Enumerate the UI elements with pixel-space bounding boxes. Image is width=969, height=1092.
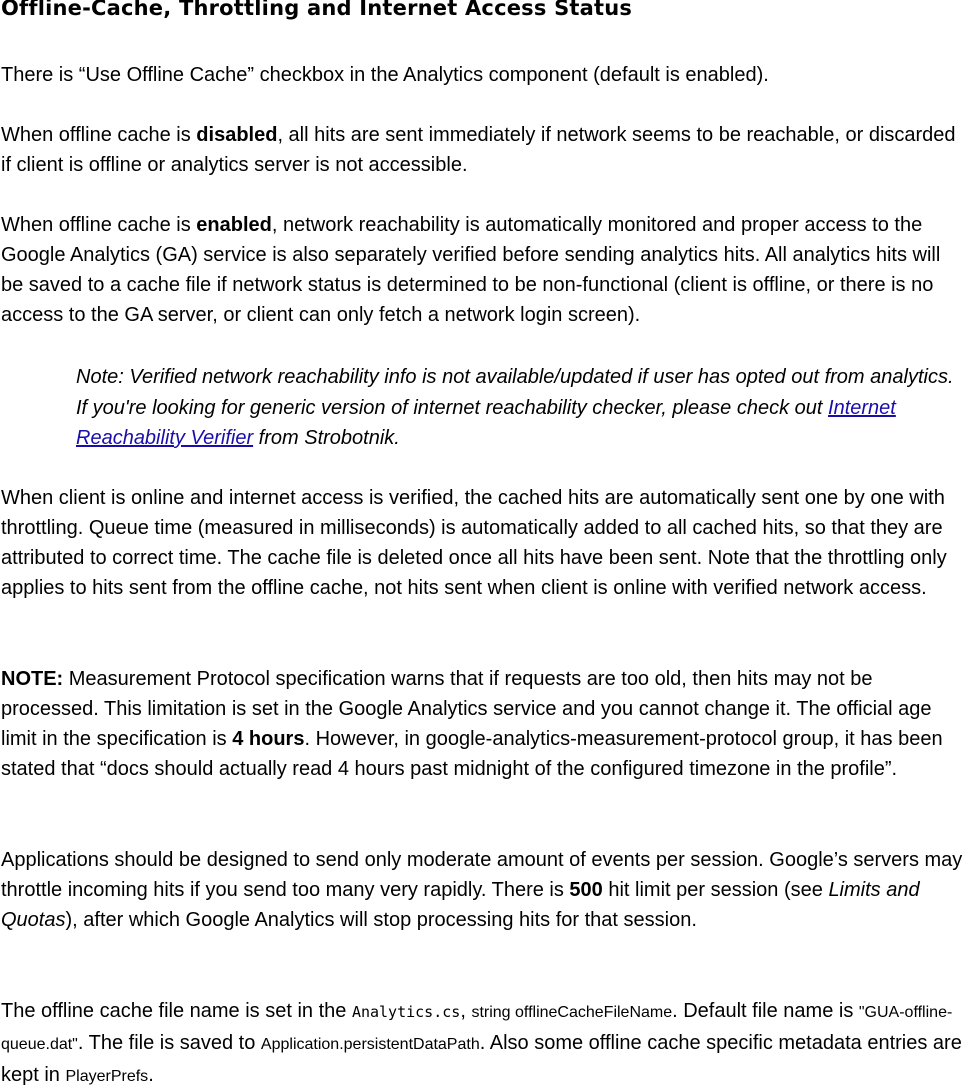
paragraph-hit-limits: Applications should be designed to send only moderate amount of events per session. Google’s servers may throttle incoming hits if you send too many very rapidly. There is 500 hit limit per session (see Limits and Quotas), after which Google Analytics will stop processing hits for that session. <box>1 849 963 931</box>
paragraph-age-limit: NOTE: Measurement Protocol specification warns that if requests are too old, then hits may not be processed. This limitation is set in the Google Analytics service and you cannot change it. The official age limit in the specification is 4 hours. However, in google-analytics-measurement-protocol group, it has been stated that “docs should actually read 4 hours past midnight of the configured timezone in the profile”. <box>1 668 943 780</box>
paragraph-throttling: When client is online and internet access is verified, the cached hits are automatically sent one by one with throttling. Queue time (measured in milliseconds) is automatically added to all cached hits, so that they are attributed to correct time. The cache file is deleted once all hits have been sent. Note that the throttling only applies to hits sent from the offline cache, not hits sent when client is online with verified network access. <box>1 487 947 599</box>
keyword-500: 500 <box>569 879 603 901</box>
keyword-disabled: disabled <box>196 124 278 146</box>
internet-reachability-verifier-link[interactable]: Internet Reachability Verifier <box>76 396 896 449</box>
code-offline-cache-file-name: string offlineCacheFileName <box>471 1004 673 1021</box>
code-default-file-name: "GUA-offline-queue.dat" <box>1 1004 953 1053</box>
paragraph-cache-file-name: The offline cache file name is set in the Analytics.cs, string offlineCacheFileName. Default file name is "GUA-offline-queue.dat". The file is saved to Application.persistentDataPath. Also some offline cache specific metadata entries are kept in PlayerPrefs. <box>1 1000 962 1086</box>
note-label: NOTE: <box>1 668 64 690</box>
keyword-enabled: enabled <box>196 214 272 236</box>
paragraph-offline-cache-checkbox: There is “Use Offline Cache” checkbox in the Analytics component (default is enabled). <box>1 64 769 86</box>
keyword-4-hours: 4 hours <box>232 728 305 750</box>
code-persistent-data-path: Application.persistentDataPath <box>260 1036 480 1053</box>
note-reachability: Note: Verified network reachability info is not available/updated if user has opted out from analytics. If you're looking for generic version of internet reachability checker, please check out Internet Reachability Verifier from Strobotnik. <box>76 366 954 449</box>
limits-and-quotas-reference: Limits and Quotas <box>1 879 920 931</box>
code-analytics-cs: Analytics.cs <box>351 1003 461 1021</box>
paragraph-cache-enabled: When offline cache is enabled, network reachability is automatically monitored and proper access to the Google Analytics (GA) service is also separately verified before sending analytics hits. All analytics hits will be saved to a cache file if network status is determined to be non-functional (client is offline, or there is no access to the GA server, or client can only fetch a network login screen). <box>1 214 941 326</box>
paragraph-cache-disabled: When offline cache is disabled, all hits are sent immediately if network seems to be reachable, or discarded if client is offline or analytics server is not accessible. <box>1 124 956 176</box>
code-player-prefs: PlayerPrefs <box>65 1068 149 1085</box>
page-title: Offline-Cache, Throttling and Internet Access Status <box>1 0 633 20</box>
